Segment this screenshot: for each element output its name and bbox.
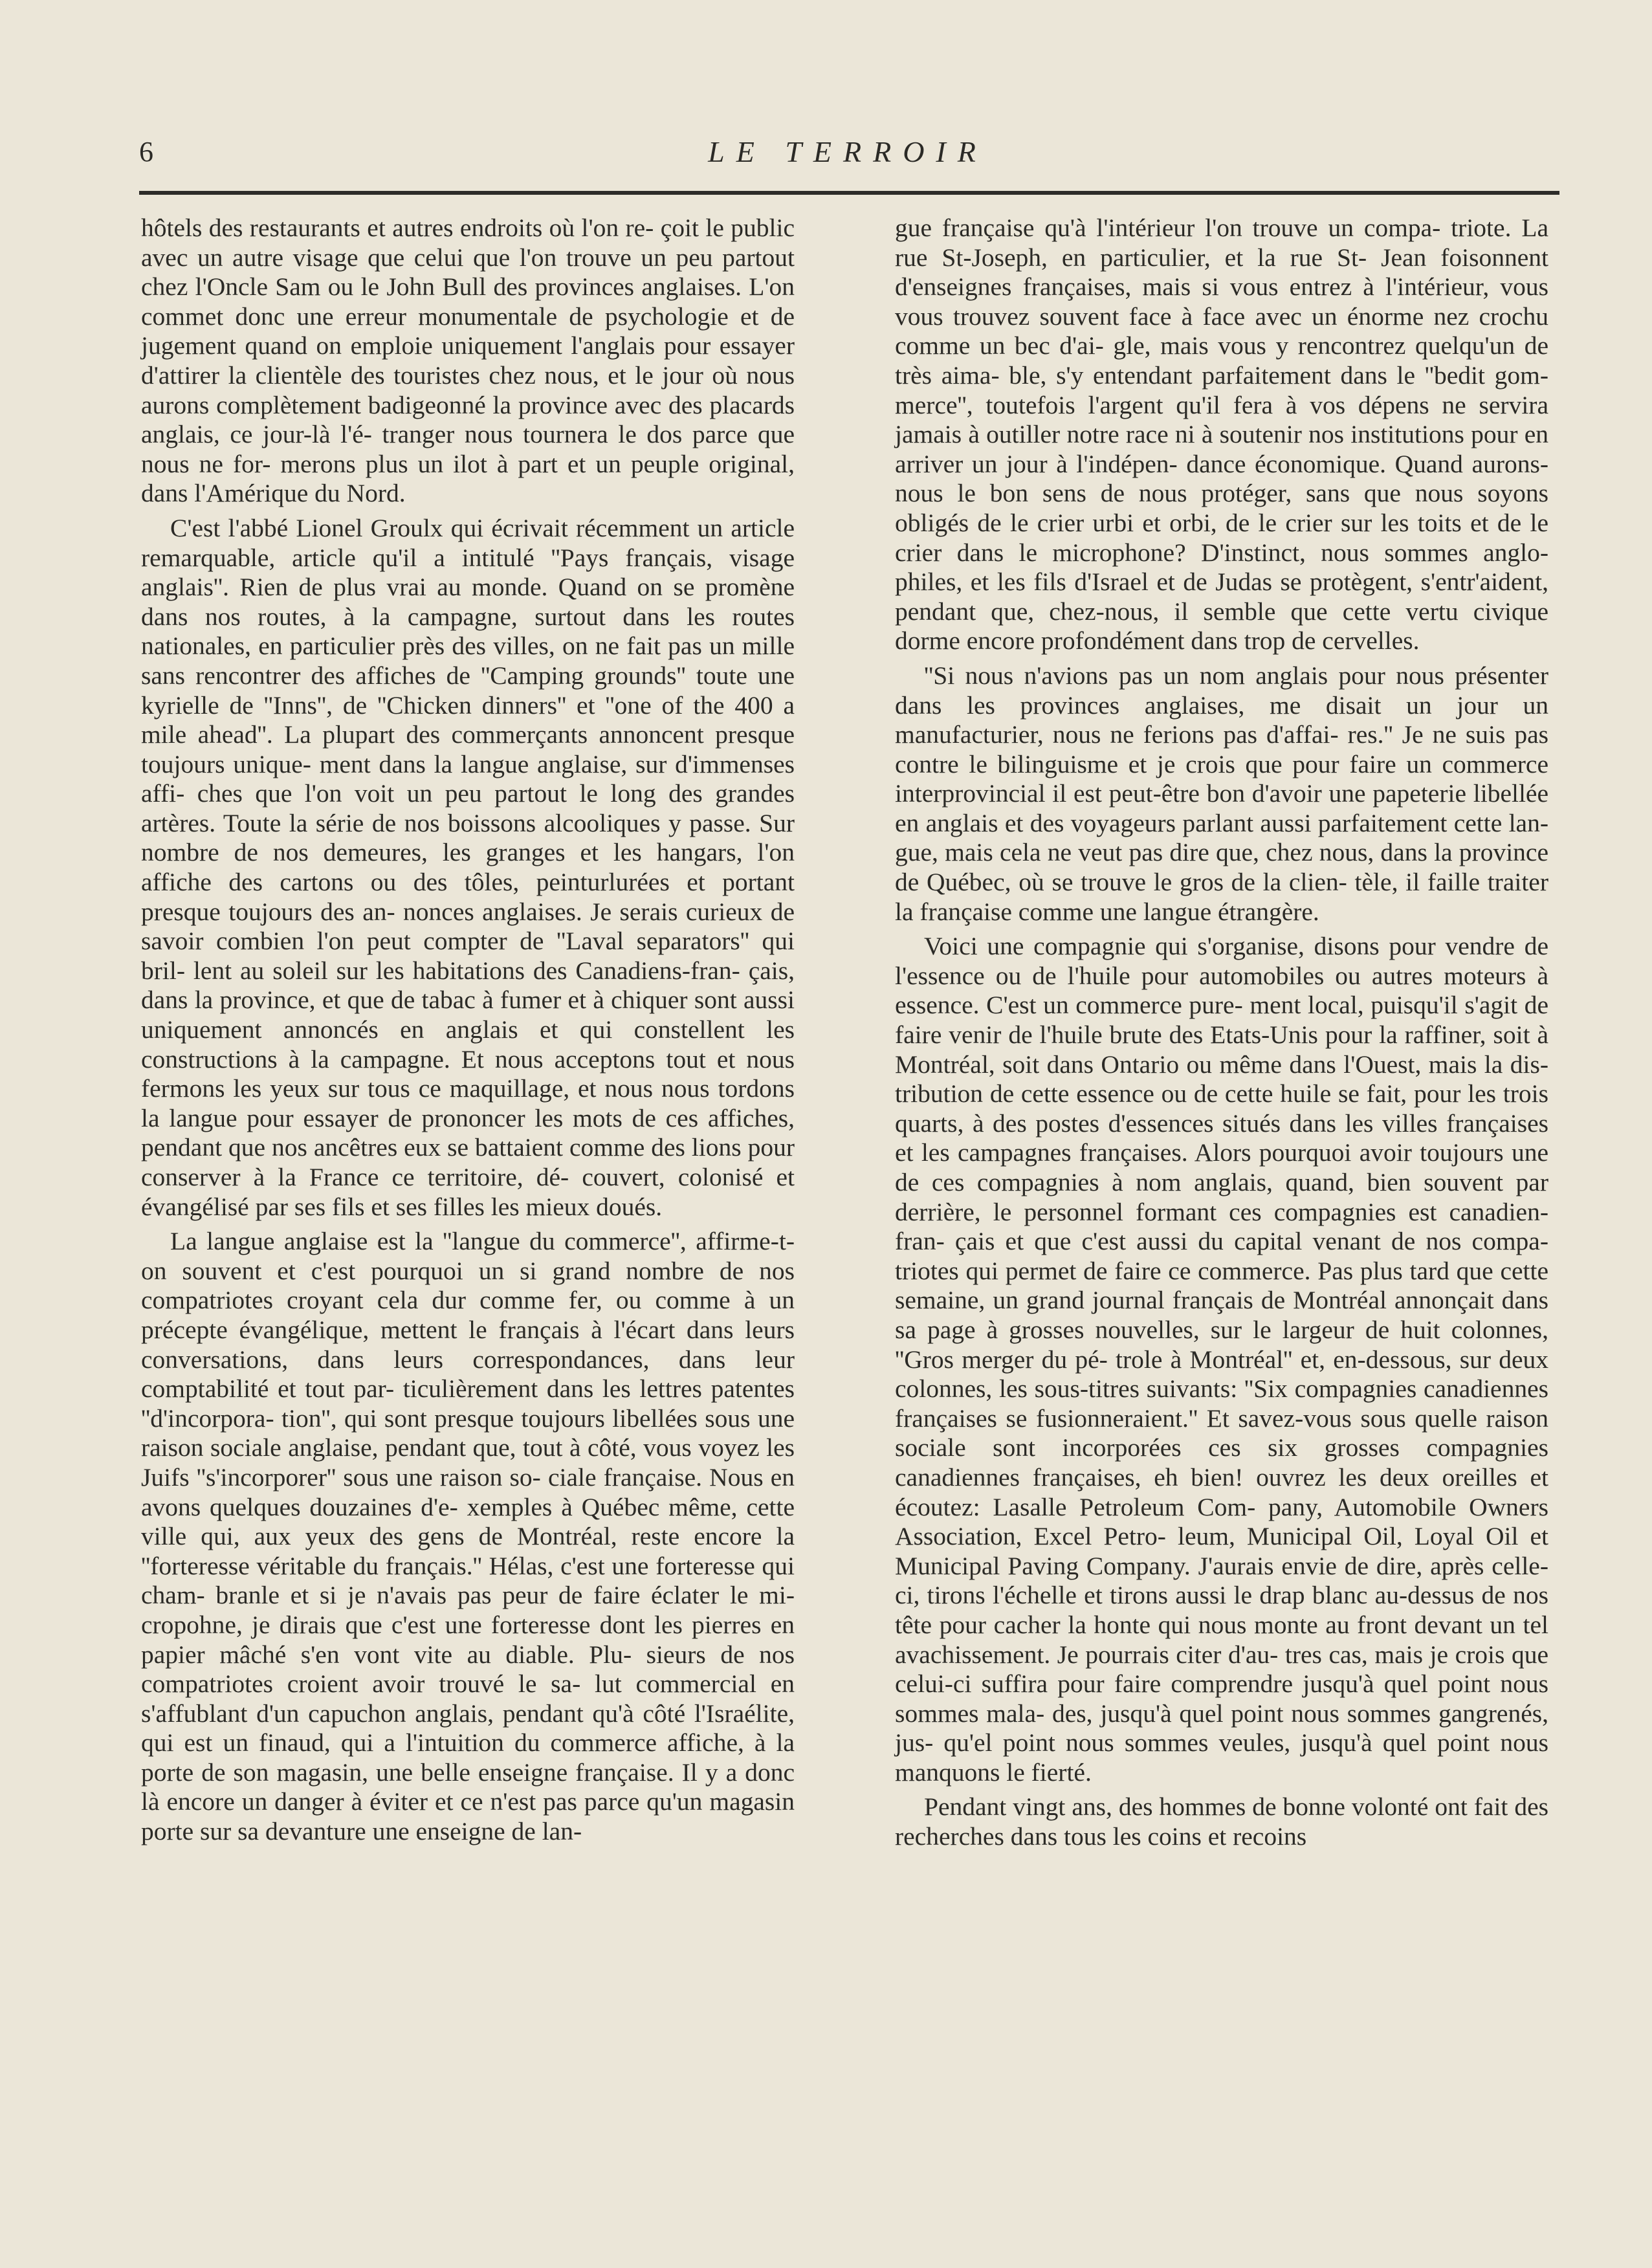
right-column [895,214,1548,1852]
page-number: 6 [139,136,153,168]
left-paragraph-3: La langue anglaise est la ''langue du commerce'', affirme-t-on souvent et c'est pourquoi un si grand nombre de nos compatriotes croyant cela dur comme fer, ou comme à un précepte évangélique, mettent le français à l'écart dans leurs conversations, dans leurs correspondances, dans leur comptabilité et tout par- ticulièrement dans les lettres patentes ''d'incorpora- tion'', qui sont presque toujours libellées sous une raison sociale anglaise, pendant que, tout à côté, vous voyez les Juifs ''s'incorporer'' sous une raison so- ciale française. Nous en avons quelques douzaines d'e- xemples à Québec même, cette ville qui, aux yeux des gens de Montréal, reste encore la ''forteresse véritable du français.'' Hélas, c'est une forteresse qui cham- branle et si je n'avais pas peur de faire éclater le mi- cropohne, je dirais que c'est une forteresse dont les pierres en papier mâché s'en vont vite au diable. Plu- sieurs de nos compatriotes croient avoir trouvé le sa- lut commercial en s'affublant d'un capuchon anglais, pendant qu'à côté l'Israélite, qui est un finaud, qui a l'intuition du commerce affiche, à la porte de son magasin, une belle enseigne française. Il y a donc là encore un danger à éviter et ce n'est pas parce qu'un magasin porte sur sa devanture une enseigne de lan- [141,1227,795,1846]
header-rule [139,191,1559,195]
right-paragraph-4: Pendant vingt ans, des hommes de bonne volonté ont fait des recherches dans tous les coins et recoins [895,1792,1548,1851]
right-paragraph-3: Voici une compagnie qui s'organise, disons pour vendre de l'essence ou de l'huile pour automobiles ou autres moteurs à essence. C'est un commerce pure- ment local, puisqu'il s'agit de faire venir de l'huile brute des Etats-Unis pour la raffiner, soit à Montréal, soit dans Ontario ou même dans l'Ouest, mais la dis- tribution de cette essence ou de cette huile se fait, pour les trois quarts, à des postes d'essences situés dans les villes françaises et les campagnes françaises. Alors pourquoi avoir toujours une de ces compagnies à nom anglais, quand, bien souvent par derrière, le personnel formant ces compagnies est canadien-fran- çais et que c'est aussi du capital venant de nos compa- triotes qui permet de faire ce commerce. Pas plus tard que cette semaine, un grand journal français de Montréal annonçait dans sa page à grosses nouvelles, sur le largeur de huit colonnes, ''Gros merger du pé- trole à Montréal'' et, en-dessous, sur deux colonnes, les sous-titres suivants: ''Six compagnies canadiennes françaises se fusionneraient.'' Et savez-vous sous quelle raison sociale sont incorporées ces six grosses compagnies canadiennes françaises, eh bien! ouvrez les deux oreilles et écoutez: Lasalle Petroleum Com- pany, Automobile Owners Association, Excel Petro- leum, Municipal Oil, Loyal Oil et Municipal Paving Company. J'aurais envie de dire, après celle-ci, tirons l'échelle et tirons aussi le drap blanc au-dessus de nos tête pour cacher la honte qui nous monte au front devant un tel avachissement. Je pourrais citer d'au- tres cas, mais je crois que celui-ci suffira pour faire comprendre jusqu'à quel point nous sommes mala- des, jusqu'à quel point nous sommes gangrenés, jus- qu'el point nous sommes veules, jusqu'à quel point nous manquons le fierté. [895,932,1548,1787]
page-header [139,133,1556,178]
journal-title: LE TERROIR [708,135,987,168]
right-paragraph-2: ''Si nous n'avions pas un nom anglais pour nous présenter dans les provinces anglaises, me disait un jour un manufacturier, nous ne ferions pas d'affai- res.'' Je ne suis pas contre le bilinguisme et je crois que pour faire un commerce interprovincial il est peut-être bon d'avoir une papeterie libellée en anglais et des voyageurs parlant aussi parfaitement cette lan- gue, mais cela ne veut pas dire que, chez nous, dans la province de Québec, où se trouve le gros de la clien- tèle, il faille traiter la française comme une langue étrangère. [895,661,1548,926]
right-paragraph-1: gue française qu'à l'intérieur l'on trouve un compa- triote. La rue St-Joseph, en particulier, et la rue St- Jean foisonnent d'enseignes françaises, mais si vous entrez à l'intérieur, vous vous trouvez souvent face à face avec un énorme nez crochu comme un bec d'ai- gle, mais vous y rencontrez quelqu'un de très aima- ble, s'y entendant parfaitement dans le ''bedit gom- merce'', toutefois l'argent qu'il fera à vos dépens ne servira jamais à outiller notre race ni à soutenir nos institutions pour en arriver un jour à l'indépen- dance économique. Quand aurons-nous le bon sens de nous protéger, sans que nous soyons obligés de le crier urbi et orbi, de le crier sur les toits et de le crier dans le microphone? D'instinct, nous sommes anglo- philes, et les fils d'Israel et de Judas se protègent, s'entr'aident, pendant que, chez-nous, il semble que cette vertu civique dorme encore profondément dans trop de cervelles. [895,214,1548,655]
left-column [141,214,795,1847]
left-paragraph-1: hôtels des restaurants et autres endroits où l'on re- çoit le public avec un autre visage que celui que l'on trouve un peu partout chez l'Oncle Sam ou le John Bull des provinces anglaises. L'on commet donc une erreur monumentale de psychologie et de jugement quand on emploie uniquement l'anglais pour essayer d'attirer la clientèle des touristes chez nous, et le jour où nous aurons complètement badigeonné la province avec des placards anglais, ce jour-là l'é- tranger nous tournera le dos parce que nous ne for- merons plus un ilot à part et un peuple original, dans l'Amérique du Nord. [141,214,795,508]
left-paragraph-2: C'est l'abbé Lionel Groulx qui écrivait récemment un article remarquable, article qu'il a intitulé ''Pays français, visage anglais''. Rien de plus vrai au monde. Quand on se promène dans nos routes, à la campagne, surtout dans les routes nationales, en particulier près des villes, on ne fait pas un mille sans rencontrer des affiches de ''Camping grounds'' toute une kyrielle de ''Inns'', de ''Chicken dinners'' et ''one of the 400 a mile ahead''. La plupart des commerçants annoncent presque toujours unique- ment dans la langue anglaise, sur d'immenses affi- ches que l'on voit un peu partout le long des grandes artères. Toute la série de nos boissons alcooliques y passe. Sur nombre de nos demeures, les granges et les hangars, l'on affiche des cartons ou des tôles, peinturlurées et portant presque toujours des an- nonces anglaises. Je serais curieux de savoir combien l'on peut compter de ''Laval separators'' qui bril- lent au soleil sur les habitations des Canadiens-fran- çais, dans la province, et que de tabac à fumer et à chiquer sont aussi uniquement annoncés en anglais et qui constellent les constructions à la campagne. Et nous acceptons tout et nous fermons les yeux sur tous ce maquillage, et nous nous tordons la langue pour essayer de prononcer les mots de ces affiches, pendant que nos ancêtres eux se battaient comme des lions pour conserver à la France ce territoire, dé- couvert, colonisé et évangélisé par ses fils et ses filles les mieux doués. [141,513,795,1221]
